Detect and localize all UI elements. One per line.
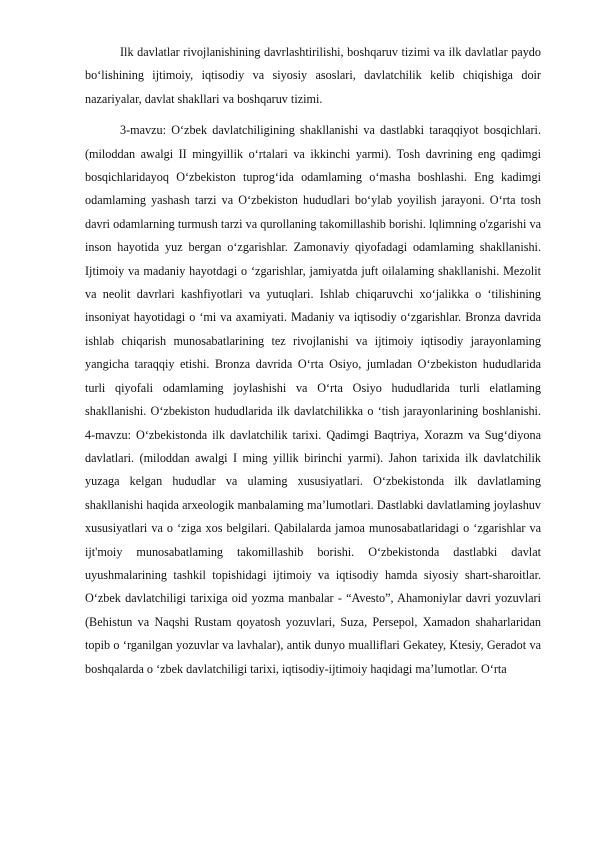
paragraph-intro: Ilk davlatlar rivojlanishining davrlashtirilishi, boshqaruv tizimi va ilk davlatlar paydo bo‘lishining ijtimoiy, iqtisodiy va siyosiy asoslari, davlatchilik kelib chiqishiga doir nazariyalar, davlat shakllari va boshqaruv tizimi.	[85, 45, 541, 106]
paragraph-topics: 3-mavzu: O‘zbek davlatchiligining shakllanishi va dastlabki taraqqiyot bosqichlari. (miloddan awalgi II mingyillik o‘rtalari va ikkinchi yarmi). Tosh davrining eng qadimgi bosqichlaridayoq O‘zbekiston tuprog‘ida odamlaming o‘masha boshlashi. Eng kadimgi odamlaming yashash tarzi va O‘zbekiston hududlari bo‘ylab yoyilish jarayoni. O‘rta tosh davri odamlarning turmush tarzi va qurollaning takomillashib borishi. lqlimning o'zgarishi va inson hayotida yuz bergan o‘zgarishlar. Zamonaviy qiyofadagi odamlaming shakllanishi. Ijtimoiy va madaniy hayotdagi o ‘zgarishlar, jamiyatda juft oilalaming shakllanishi. Mezolit va neolit davrlari kashfiyotlari va yutuqlari. Ishlab chiqaruvchi xo‘jalikka o ‘tilishining insoniyat hayotidagi o ‘mi va axamiyati. Madaniy va iqtisodiy o‘zgarishlar. Bronza davrida ishlab chiqarish munosabatlarining tez rivojlanishi va ijtimoiy iqtisodiy jarayonlaming yangicha taraqqiy etishi. Bronza davrida O‘rta Osiyo, jumladan O‘zbekiston hududlarida turli qiyofali odamlaming joylashishi va O‘rta Osiyo hududlarida turli elatlaming shakllanishi. O‘zbekiston hududlarida ilk davlatchilikka o ‘tish jarayonlarining boshlanishi. 4-mavzu: O‘zbekistonda ilk davlatchilik tarixi. Qadimgi Baqtriya, Xorazm va Sug‘diyona davlatlari. (miloddan awalgi I ming yillik birinchi yarmi). Jahon tarixida ilk davlatchilik yuzaga kelgan hududlar va ulaming xususiyatlari. O‘zbekistonda ilk davlatlaming shakllanishi haqida arxeologik manbalaming ma’lumotlari. Dastlabki davlatlaming joylashuv xususiyatlari va o ‘ziga xos belgilari. Qabilalarda jamoa munosabatlaridagi o ‘zgarishlar va ijt'moiy munosabatlaming takomillashib borishi. O‘zbekistonda dastlabki davlat uyushmalarining tashkil topishidagi ijtimoiy va iqtisodiy hamda siyosiy shart-sharoitlar. O‘zbek davlatchiligi tarixiga oid yozma manbalar - “Avesto”, Ahamoniylar davri yozuvlari (Behistun va Naqshi Rustam qoyatosh yozuvlari, Suza, Persepol, Xamadon shaharlaridan topib o ‘rganilgan yozuvlar va lavhalar), antik dunyo mualliflari Gekatey, Ktesiy, Geradot va boshqalarda o ‘zbek davlatchiligi tarixi, iqtisodiy-ijtimoiy haqidagi ma’lumotlar. O‘rta	[85, 123, 541, 676]
document-page	[85, 41, 541, 681]
